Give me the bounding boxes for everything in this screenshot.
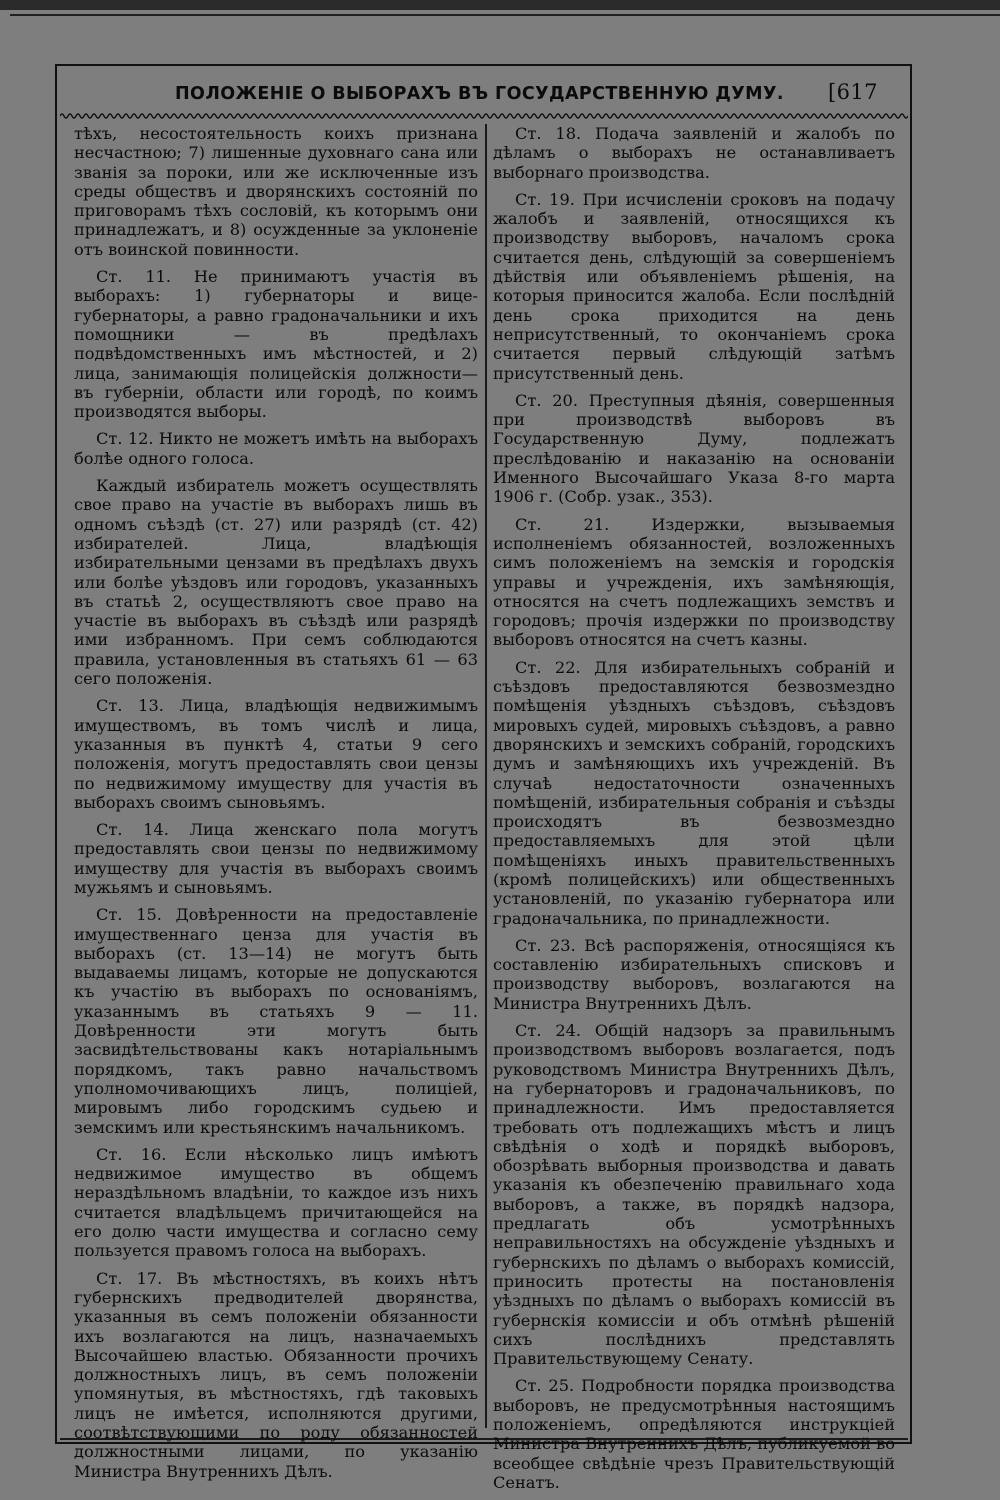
article-14: Ст. 14. Лица женскаго пола могутъ предоставлять свои цензы по недвижимому имуществу для участія въ выборахъ своимъ мужьямъ и сыновьямъ. <box>74 820 478 897</box>
column-divider <box>485 124 487 1428</box>
page-number: [617 <box>828 80 878 104</box>
article-24: Ст. 24. Общій надзоръ за правильнымъ производствомъ выборовъ возлагается, подъ руководствомъ Министра Внутреннихъ Дѣлъ, на губернаторовъ и градоначальниковъ, по принадлежности. Имъ предоставляется требовать отъ подлежащихъ мѣстъ и лицъ свѣдѣнія о ходѣ и порядкѣ выборовъ, обозрѣвать выборныя производства и давать указанія къ обезпеченію правильнаго хода выборовъ, а также, въ порядкѣ надзора, предлагать объ усмотрѣнныхъ неправильностяхъ на обсужденіе уѣздныхъ и губернскихъ по дѣламъ о выборахъ комиссій, приносить протесты на постановленія уѣздныхъ по дѣламъ о выборахъ комиссій въ губернскія комиссіи и объ отмѣнѣ рѣшеній сихъ послѣднихъ представлять Правительствующему Сенату. <box>493 1021 895 1369</box>
article-21: Ст. 21. Издержки, вызываемыя исполненіемъ обязанностей, возложенныхъ симъ положеніемъ на земскія и городскія управы и учрежденія, ихъ замѣняющія, относятся на счетъ подлежащихъ земствъ и городовъ; прочія издержки по производству выборовъ относятся на счетъ казны. <box>493 514 895 650</box>
wavy-rule <box>60 110 908 122</box>
article-12-continued: Каждый избиратель можетъ осуществлять свое право на участіе въ выборахъ лишь въ одномъ съѣздѣ (ст. 27) или разрядѣ (ст. 42) избирателей. Лица, владѣющія избирательными цензами въ предѣлахъ двухъ или болѣе уѣздовъ или городовъ, указанныхъ въ статьѣ 2, осуществляютъ свое право на участіе въ выборахъ въ съѣздѣ или разрядѣ ими избранномъ. При семъ соблюдаются правила, установленныя въ статьяхъ 61 — 63 сего положенія. <box>74 476 478 689</box>
article-18: Ст. 18. Подача заявленій и жалобъ по дѣламъ о выборахъ не останавливаетъ выборнаго производства. <box>493 124 895 182</box>
article-22: Ст. 22. Для избирательныхъ собраній и съѣздовъ предоставляются безвозмездно помѣщенія уѣздныхъ съѣздовъ, съѣздовъ мировыхъ судей, мировыхъ съѣздовъ, а равно дворянскихъ и земскихъ собраній, городскихъ думъ и замѣняющихъ ихъ учрежденій. Въ случаѣ недостаточности означенныхъ помѣщеній, избирательныя собранія и съѣзды происходятъ въ безвозмездно предоставляемыхъ для этой цѣли помѣщеніяхъ иныхъ правительственныхъ (кромѣ полицейскихъ) или общественныхъ установленій, по указанію губернатора или градоначальника, по принадлежности. <box>493 657 895 928</box>
article-13: Ст. 13. Лица, владѣющія недвижимымъ имуществомъ, въ томъ числѣ и лица, указанныя въ пунктѣ 4, статьи 9 сего положенія, могутъ предоставлять свои цензы по недвижимому имуществу для участія въ выборахъ своимъ сыновьямъ. <box>74 696 478 812</box>
article-19: Ст. 19. При исчисленіи сроковъ на подачу жалобъ и заявленій, относящихся къ производству выборовъ, началомъ срока считается день, слѣдующій за совершеніемъ дѣйствія или объявленіемъ рѣшенія, на которыя приносится жалоба. Если послѣдній день срока приходится на день неприсутственный, то окончаніемъ срока считается первый слѣдующій затѣмъ присутственный день. <box>493 189 895 383</box>
paragraph-continuation: тѣхъ, несостоятельность коихъ признана несчастною; 7) лишенные духовнаго сана или званія за пороки, или же исключенные изъ среды обществъ и дворянскихъ состояній по приговорамъ тѣхъ сословій, къ которымъ они принадлежатъ, и 8) осужденные за уклоненіе отъ воинской повинности. <box>74 124 478 259</box>
page-title: ПОЛОЖЕНІЕ О ВЫБОРАХЪ ВЪ ГОСУДАРСТВЕННУЮ ДУМУ. <box>175 84 784 104</box>
article-11: Ст. 11. Не принимаютъ участія въ выборахъ: 1) губернаторы и вице-губернаторы, а равно градоначальники и ихъ помощники — въ предѣлахъ подвѣдомственныхъ имъ мѣстностей, и 2) лица, занимающія полицейскія должности—въ губерніи, области или городѣ, по коимъ производятся выборы. <box>74 267 478 422</box>
scan-top-edge <box>0 0 1000 10</box>
article-16: Ст. 16. Если нѣсколько лицъ имѣютъ недвижимое имущество въ общемъ нераздѣльномъ владѣніи, то каждое изъ нихъ считается владѣльцемъ причитающейся на его долю части имущества и согласно сему пользуется правомъ голоса на выборахъ. <box>74 1144 478 1261</box>
article-17: Ст. 17. Въ мѣстностяхъ, въ коихъ нѣтъ губернскихъ предводителей дворянства, указанныя въ семъ положеніи обязанности ихъ возлагаются на лицъ, назначаемыхъ Высочайшею властью. Обязанности прочихъ должностныхъ лицъ, въ семъ положеніи упомянутыя, въ мѣстностяхъ, гдѣ таковыхъ лицъ не имѣется, исполняются другими, соотвѣтствующими по роду обязанностей должностными лицами, по указанію Министра Внутреннихъ Дѣлъ. <box>74 1268 478 1481</box>
article-20: Ст. 20. Преступныя дѣянія, совершенныя при производствѣ выборовъ въ Государственную Думу, подлежатъ преслѣдованію и наказанію на основаніи Именного Высочайшаго Указа 8-го марта 1906 г. (Собр. узак., 353). <box>493 390 895 507</box>
article-15: Ст. 15. Довѣренности на предоставленіе имущественнаго ценза для участія въ выборахъ (ст. 13—14) не могутъ быть выдаваемы лицамъ, которые не допускаются къ участію въ выборахъ по основаніямъ, указаннымъ въ статьяхъ 9 — 11. Довѣренности эти могутъ быть засвидѣтельствованы какъ нотаріальнымъ порядкомъ, такъ равно начальствомъ уполномочивающихъ лицъ, полиціей, мировымъ либо городскимъ судьею и земскимъ или крестьянскимъ начальникомъ. <box>74 905 478 1137</box>
article-25: Ст. 25. Подробности порядка производства выборовъ, не предусмотрѣнныя настоящимъ положеніемъ, опредѣляются инструкціей Министра Внутреннихъ Дѣлъ, публикуемой во всеобщее свѣдѣніе чрезъ Правительствующій Сенатъ. <box>493 1376 895 1492</box>
left-column <box>74 124 478 1489</box>
running-header <box>60 78 910 112</box>
article-12: Ст. 12. Никто не можетъ имѣть на выборахъ болѣе одного голоса. <box>74 429 478 468</box>
right-column <box>493 124 895 1500</box>
scan-top-line <box>10 14 1000 16</box>
article-23: Ст. 23. Всѣ распоряженія, относящіяся къ составленію избирательныхъ списковъ и производству выборовъ, возлагаются на Министра Внутреннихъ Дѣлъ. <box>493 935 895 1013</box>
